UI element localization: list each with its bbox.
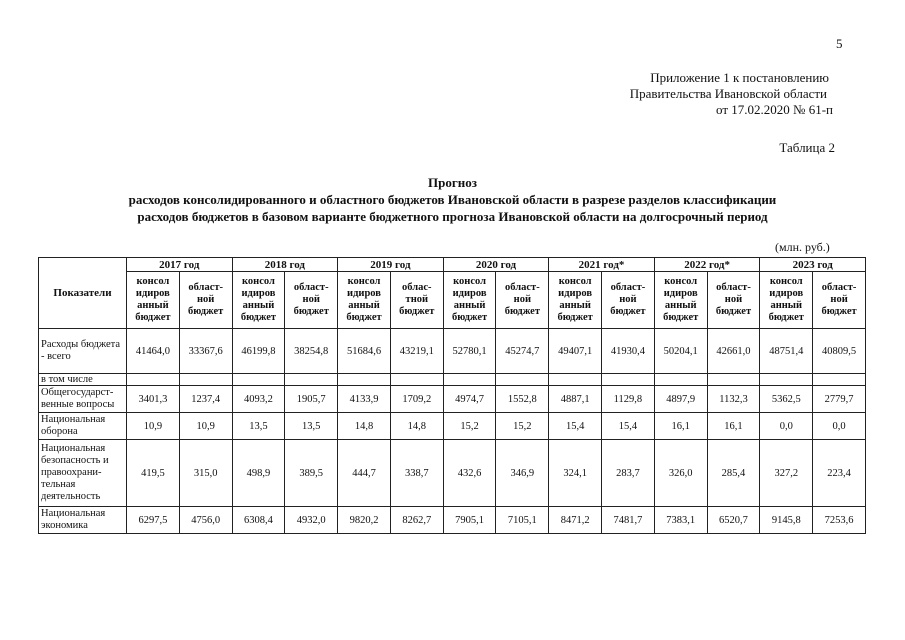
value-cell: 419,5	[127, 440, 180, 507]
year-header: 2019 год	[338, 258, 444, 272]
value-cell: 498,9	[232, 440, 285, 507]
budget-table	[38, 257, 866, 534]
row-label: Национальная оборона	[39, 413, 127, 440]
value-cell: 4756,0	[179, 507, 232, 534]
value-cell: 8471,2	[549, 507, 602, 534]
value-cell: 7253,6	[813, 507, 866, 534]
annex-line-3: от 17.02.2020 № 61-п	[716, 102, 833, 117]
value-cell: 444,7	[338, 440, 391, 507]
value-cell: 1237,4	[179, 386, 232, 413]
consolidated-budget-header: консол идиров анный бюджет	[232, 272, 285, 329]
row-label: Общегосударст-венные вопросы	[39, 386, 127, 413]
value-cell: 1552,8	[496, 386, 549, 413]
value-cell: 43219,1	[390, 329, 443, 374]
value-cell: 1129,8	[602, 386, 655, 413]
value-cell: 6297,5	[127, 507, 180, 534]
value-cell: 15,2	[443, 413, 496, 440]
value-cell: 326,0	[654, 440, 707, 507]
value-cell: 10,9	[127, 413, 180, 440]
table-label: Таблица 2	[779, 140, 835, 155]
year-header: 2017 год	[127, 258, 233, 272]
value-cell: 324,1	[549, 440, 602, 507]
value-cell: 7905,1	[443, 507, 496, 534]
table-row	[39, 386, 866, 413]
value-cell: 283,7	[602, 440, 655, 507]
value-cell: 1709,2	[390, 386, 443, 413]
title-line-3: расходов бюджетов в базовом варианте бюджетного прогноза Ивановской области на долгосрочный период	[137, 209, 768, 224]
value-cell: 4093,2	[232, 386, 285, 413]
consolidated-budget-header: консол идиров анный бюджет	[443, 272, 496, 329]
value-cell: 4974,7	[443, 386, 496, 413]
value-cell: 5362,5	[760, 386, 813, 413]
value-cell: 6308,4	[232, 507, 285, 534]
value-cell: 48751,4	[760, 329, 813, 374]
value-cell: 16,1	[654, 413, 707, 440]
consolidated-budget-header: консол идиров анный бюджет	[654, 272, 707, 329]
value-cell: 346,9	[496, 440, 549, 507]
value-cell: 40809,5	[813, 329, 866, 374]
value-cell: 315,0	[179, 440, 232, 507]
value-cell: 432,6	[443, 440, 496, 507]
value-cell: 223,4	[813, 440, 866, 507]
value-cell: 51684,6	[338, 329, 391, 374]
row-label: Национальная экономика	[39, 507, 127, 534]
consolidated-budget-header: консол идиров анный бюджет	[760, 272, 813, 329]
title-line-2: расходов консолидированного и областного бюджетов Ивановской области в разрезе разделов классификации	[128, 192, 777, 207]
regional-budget-header: област-ной бюджет	[179, 272, 232, 329]
regional-budget-header: област-ной бюджет	[813, 272, 866, 329]
consolidated-budget-header: консол идиров анный бюджет	[338, 272, 391, 329]
value-cell: 10,9	[179, 413, 232, 440]
document-title	[0, 174, 905, 225]
value-cell: 33367,6	[179, 329, 232, 374]
value-cell: 0,0	[813, 413, 866, 440]
regional-budget-header: област-ной бюджет	[496, 272, 549, 329]
row-label: Национальная безопасность и правоохрани-тельная деятельность	[39, 440, 127, 507]
value-cell: 1905,7	[285, 386, 338, 413]
value-cell: 8262,7	[390, 507, 443, 534]
value-cell: 52780,1	[443, 329, 496, 374]
table-row	[39, 440, 866, 507]
value-cell: 16,1	[707, 413, 760, 440]
value-cell: 49407,1	[549, 329, 602, 374]
regional-budget-header: област-ной бюджет	[602, 272, 655, 329]
value-cell: 46199,8	[232, 329, 285, 374]
value-cell: 14,8	[390, 413, 443, 440]
value-cell: 7383,1	[654, 507, 707, 534]
value-cell: 285,4	[707, 440, 760, 507]
value-cell: 41930,4	[602, 329, 655, 374]
value-cell: 0,0	[760, 413, 813, 440]
page-number: 5	[836, 36, 843, 51]
value-cell: 15,4	[602, 413, 655, 440]
table-row	[39, 413, 866, 440]
row-label: Расходы бюджета - всего	[39, 329, 127, 374]
consolidated-budget-header: консол идиров анный бюджет	[127, 272, 180, 329]
value-cell: 338,7	[390, 440, 443, 507]
value-cell: 327,2	[760, 440, 813, 507]
value-cell: 42661,0	[707, 329, 760, 374]
value-cell: 38254,8	[285, 329, 338, 374]
value-cell: 15,2	[496, 413, 549, 440]
value-cell: 7105,1	[496, 507, 549, 534]
annex-line-2: Правительства Ивановской области	[629, 86, 827, 101]
regional-budget-header: облас-тной бюджет	[390, 272, 443, 329]
consolidated-budget-header: консол идиров анный бюджет	[549, 272, 602, 329]
value-cell: 4133,9	[338, 386, 391, 413]
year-header: 2022 год*	[654, 258, 760, 272]
value-cell: 9820,2	[338, 507, 391, 534]
value-cell: 3401,3	[127, 386, 180, 413]
value-cell: 389,5	[285, 440, 338, 507]
annex-line-1: Приложение 1 к постановлению	[650, 70, 829, 85]
regional-budget-header: област-ной бюджет	[285, 272, 338, 329]
table-row	[39, 374, 866, 386]
title-line-1: Прогноз	[428, 175, 477, 190]
value-cell: 41464,0	[127, 329, 180, 374]
value-cell: 6520,7	[707, 507, 760, 534]
value-cell: 7481,7	[602, 507, 655, 534]
year-header: 2023 год	[760, 258, 866, 272]
value-cell: 13,5	[285, 413, 338, 440]
value-cell: 2779,7	[813, 386, 866, 413]
regional-budget-header: област-ной бюджет	[707, 272, 760, 329]
year-header: 2021 год*	[549, 258, 655, 272]
value-cell: 4897,9	[654, 386, 707, 413]
value-cell: 4887,1	[549, 386, 602, 413]
value-cell: 50204,1	[654, 329, 707, 374]
value-cell: 9145,8	[760, 507, 813, 534]
value-cell: 13,5	[232, 413, 285, 440]
value-cell: 45274,7	[496, 329, 549, 374]
value-cell: 14,8	[338, 413, 391, 440]
units-label: (млн. руб.)	[775, 240, 830, 254]
table-row	[39, 329, 866, 374]
value-cell: 15,4	[549, 413, 602, 440]
year-header: 2020 год	[443, 258, 549, 272]
table-row	[39, 507, 866, 534]
value-cell: 1132,3	[707, 386, 760, 413]
year-header: 2018 год	[232, 258, 338, 272]
value-cell: 4932,0	[285, 507, 338, 534]
annex-note	[630, 70, 833, 118]
row-label: в том числе	[39, 374, 127, 386]
indicator-header: Показатели	[39, 258, 127, 329]
